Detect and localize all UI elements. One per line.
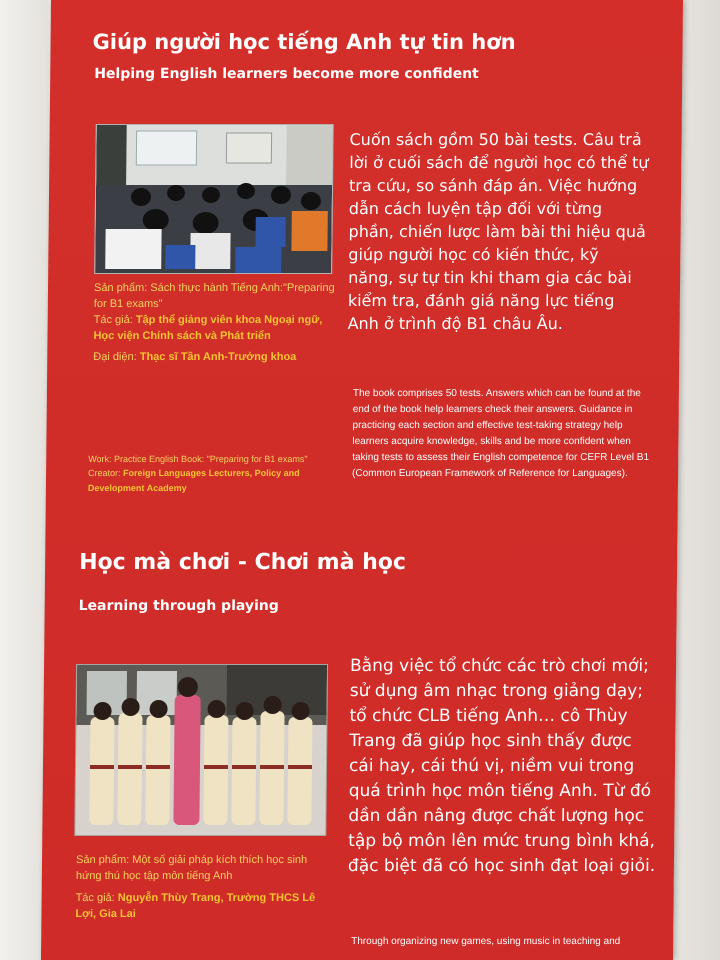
rep-label: Đại diện: — [93, 351, 140, 363]
section1-creator-en — [88, 466, 308, 496]
section2-body-vn: Bằng việc tổ chức các trò chơi mới; sử dụng âm nhạc trong giảng dạy; tổ chức CLB tiếng Anh… cô Thùy Trang đã giúp học sinh thấy được cái hay, cái thú vị, niềm vui trong quá trình học môn tiếng Anh. Từ đó dần dần nâng được chất lượng học tập bộ môn lên mức trung bình khá, đặc biệt đã có học sinh đạt loại giỏi. — [347, 656, 656, 876]
creator-en-label: Creator: — [88, 468, 124, 478]
section2-title-en: Learning through playing — [78, 598, 279, 614]
section2-body-en: Through organizing new games, using music in teaching and — [351, 936, 621, 947]
section1-title-en: Helping English learners become more confident — [94, 66, 479, 82]
rep-value: Thạc sĩ Tần Anh-Trưởng khoa — [139, 351, 297, 363]
work-en-value: Practice English Book: "Preparing for B1 exams" — [114, 454, 308, 464]
section2-author — [75, 890, 325, 922]
section1-title-vn: Giúp người học tiếng Anh tự tin hơn — [92, 30, 516, 54]
author-value: Tập thể giảng viên khoa Ngoại ngữ, Học viện Chính sách và Phát triển — [93, 314, 323, 342]
section2-title-vn: Học mà chơi - Chơi mà học — [79, 550, 407, 575]
product-value-2: Một số giải pháp kích thích học sinh hứng thú học tập môn tiếng Anh — [75, 854, 308, 882]
product-label-2: Sản phẩm: — [75, 854, 133, 866]
section2-product — [76, 852, 326, 884]
author-label: Tác giả: — [93, 314, 136, 326]
creator-en-value: Foreign Languages Lecturers, Policy and Development Academy — [87, 468, 300, 493]
product-value: Sách thực hành Tiếng Anh:"Preparing for B1 exams" — [93, 282, 335, 310]
section1-product — [94, 280, 344, 312]
section1-work-en — [88, 452, 308, 467]
author-value-2: Nguyễn Thùy Trang, Trường THCS Lê Lợi, Gia Lai — [75, 892, 316, 920]
students-photo — [74, 664, 328, 836]
wall-left — [0, 0, 48, 960]
section1-representative — [93, 349, 343, 365]
product-label: Sản phẩm: — [93, 282, 151, 294]
work-en-label: Work: — [88, 454, 115, 464]
classroom-photo — [94, 124, 334, 274]
section1-body-en: The book comprises 50 tests. Answers which can be found at the end of the book help learners check their answers. Guidance in practicing each section and effective test-taking strategy help learners acquire knowledge, skills and be more confident when taking tests to assess their English competence for CEFR Level B1 (Common European Framework of Reference for Languages). — [352, 388, 650, 479]
section1-body-vn: Cuốn sách gồm 50 bài tests. Câu trả lời ở cuối sách để người học có thể tự tra cứu, so sánh đáp án. Việc hướng dẫn cách luyện tập đối với từng phần, chiến lược làm bài thi hiệu quả giúp người học có kiến thức, kỹ năng, sự tự tin khi tham gia các bài kiểm tra, đánh giá năng lực tiếng Anh ở trình độ B1 châu Âu. — [347, 130, 649, 333]
red-poster — [41, 0, 683, 960]
author-label-2: Tác giả: — [75, 892, 118, 904]
section1-author — [93, 312, 343, 344]
